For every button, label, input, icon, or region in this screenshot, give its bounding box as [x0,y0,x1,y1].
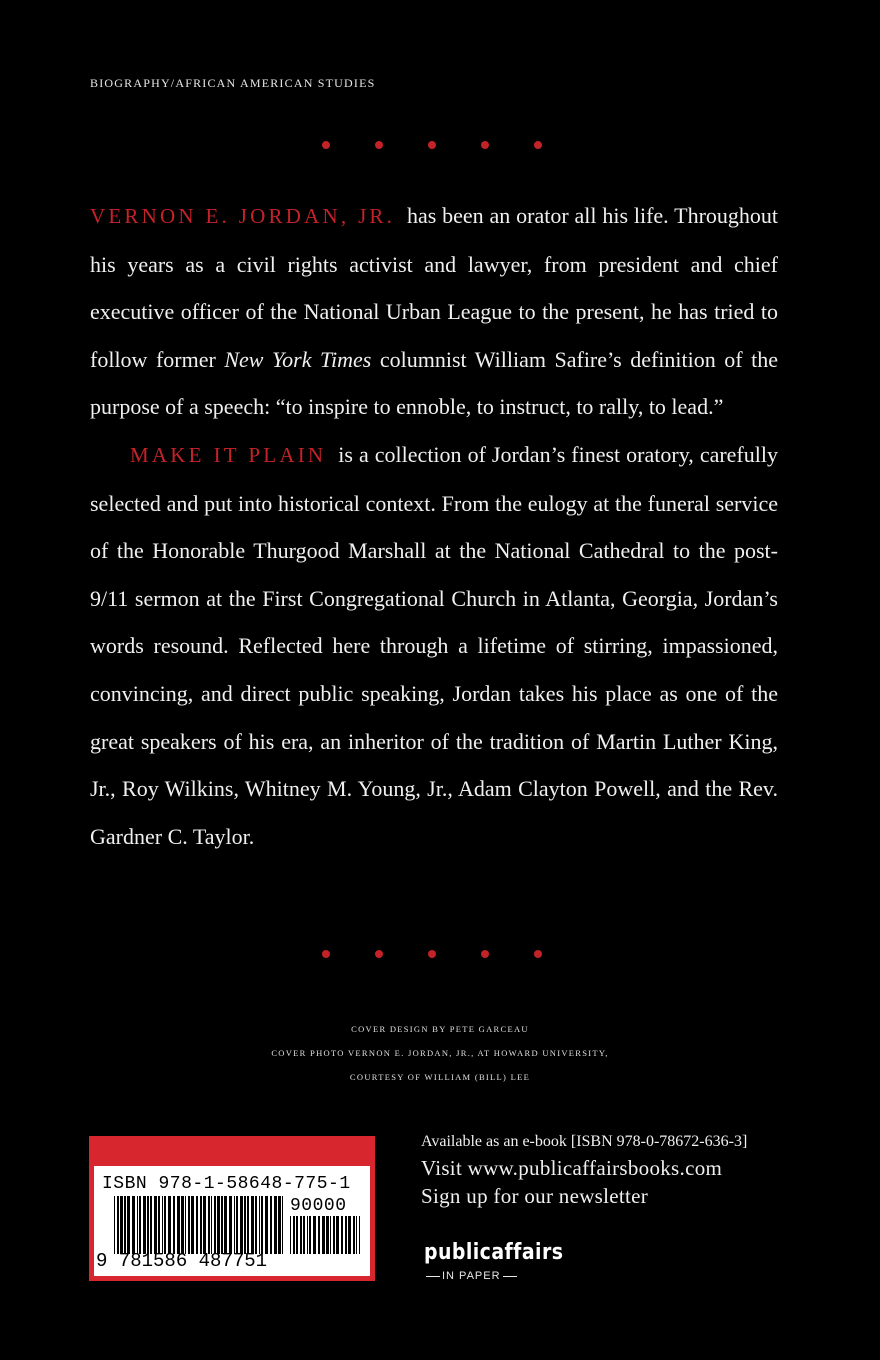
price-code: 90000 [290,1196,347,1216]
ornament-dot [428,141,436,149]
paragraph-1-text-2: columnist William Safire’s definition of the purpose of a speech: “to inspire to ennoble, to instruct, to rally, to lead.” [90,346,778,420]
website-line: Visit www.publicaffairsbooks.com [421,1156,723,1180]
newspaper-title: New York Times [224,346,372,372]
description-text [90,192,778,860]
ornament-dot [534,950,542,958]
ornament-dot [375,950,383,958]
imprint-label [424,1270,519,1282]
imprint-rule-right [503,1276,517,1277]
publisher-logo: publicaffairs [424,1240,564,1265]
imprint-text: IN PAPER [442,1270,501,1282]
bottom-dot-ornament [318,950,548,960]
newsletter-line: Sign up for our newsletter [421,1184,649,1208]
barcode-panel [89,1136,375,1281]
credit-courtesy: COURTESY OF WILLIAM (BILL) LEE [349,1072,531,1082]
ornament-dot [481,141,489,149]
credit-design: COVER DESIGN BY PETE GARCEAU [351,1024,529,1034]
barcode-bars [114,1196,284,1254]
publisher-info [421,1130,747,1210]
ornament-dot [322,141,330,149]
barcode-digits: 9 781586 487751 [96,1250,268,1272]
paragraph-2-text: is a collection of Jordan’s finest oratory, carefully selected and put into historical context. From the eulogy at the funeral service of the Honorable Thurgood Marshall at the National Cathedral to the post-9/11 sermon at the First Congregational Church in Atlanta, Georgia, Jordan’s words resound. Reflected here through a lifetime of stirring, impassioned, convincing, and direct public speaking, Jordan takes his place as one of the great speakers of his era, an inheritor of the tradition of Martin Luther King, Jr., Roy Wilkins, Whitney M. Young, Jr., Adam Clayton Powell, and the Rev. Gardner C. Taylor. [90,441,778,849]
credit-photo: COVER PHOTO VERNON E. JORDAN, JR., AT HOWARD UNIVERSITY, [271,1048,609,1058]
paragraph-1-text: has been an orator all his life. Throughout his years as a civil rights activist and lawyer, from president and chief executive officer of the National Urban League to the present, he has tried to follow former [90,203,779,372]
book-title: MAKE IT PLAIN [130,442,327,467]
ornament-dot [428,950,436,958]
ebook-availability: Available as an e-book [ISBN 978-0-78672-636-3] [421,1133,748,1150]
top-dot-ornament [318,141,548,151]
ornament-dot [481,950,489,958]
ornament-dot [322,950,330,958]
addon-barcode-bars [290,1216,360,1254]
paragraph-2 [90,431,778,860]
imprint-rule-left [426,1276,440,1277]
category-label: BIOGRAPHY/AFRICAN AMERICAN STUDIES [90,76,376,90]
barcode-label [94,1166,370,1276]
author-name: VERNON E. JORDAN, JR. [90,204,396,228]
paragraph-1 [90,192,778,431]
ornament-dot [534,141,542,149]
isbn-text: ISBN 978-1-58648-775-1 [102,1174,351,1194]
cover-credits [0,1017,880,1089]
ornament-dot [375,141,383,149]
